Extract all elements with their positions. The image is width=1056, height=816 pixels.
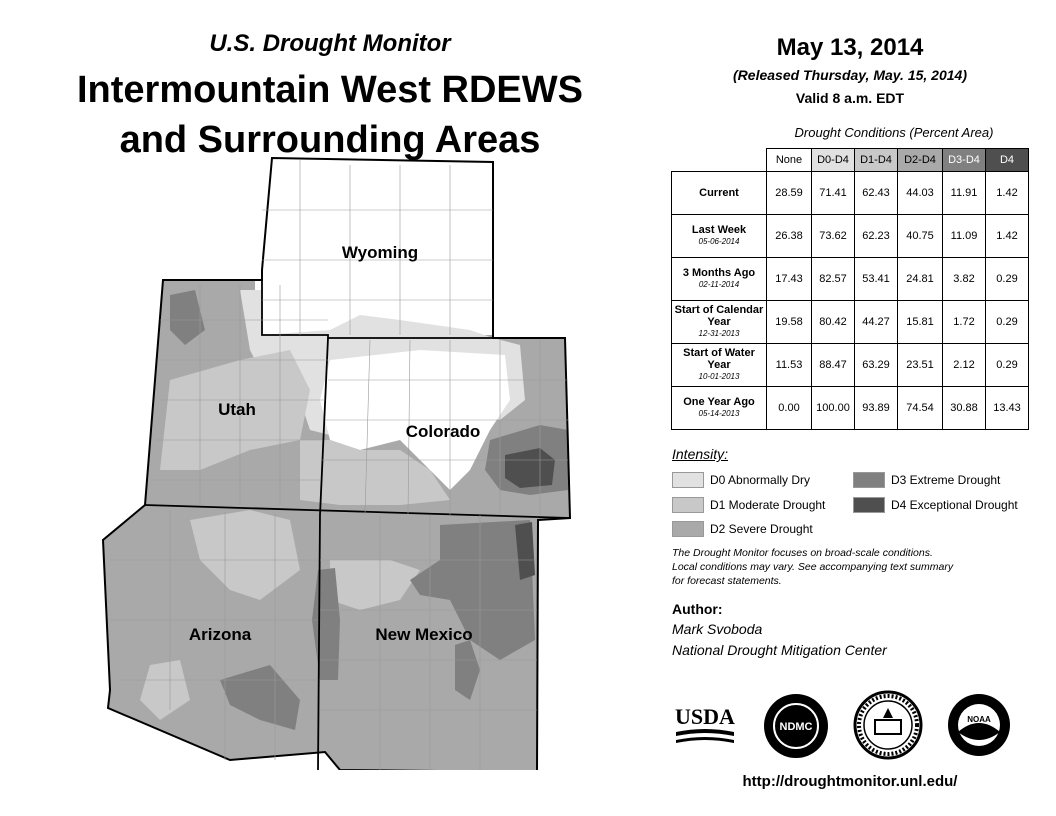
note-line: Local conditions may vary. See accompanying text summary	[672, 561, 954, 573]
legend-swatch	[672, 497, 704, 513]
table-cell: 0.29	[986, 301, 1029, 344]
table-cell: 93.89	[855, 387, 898, 430]
table-cell: 44.03	[898, 172, 943, 215]
table-row	[672, 258, 1029, 301]
table-cell: 74.54	[898, 387, 943, 430]
author-organization: National Drought Mitigation Center	[672, 642, 887, 658]
table-row	[672, 172, 1029, 215]
map-supertitle: U.S. Drought Monitor	[209, 30, 451, 57]
table-cell: 1.42	[986, 172, 1029, 215]
d4-area-se-colorado	[505, 448, 555, 488]
row-sublabel: 05-14-2013	[698, 409, 740, 418]
legend-item-d1	[672, 497, 825, 513]
release-date: (Released Thursday, May. 15, 2014)	[733, 67, 967, 83]
table-cell: 2.12	[943, 344, 986, 387]
row-sublabel: 02-11-2014	[698, 280, 740, 289]
valid-time: Valid 8 a.m. EDT	[795, 90, 905, 106]
map-title-line1: Intermountain West RDEWS	[77, 69, 583, 111]
header-none: None	[767, 149, 812, 172]
row-sublabel: 12-31-2013	[698, 329, 740, 338]
disclaimer-note	[672, 546, 1028, 588]
table-cell: 24.81	[898, 258, 943, 301]
legend-label: D0 Abnormally Dry	[710, 473, 811, 487]
row-label: 3 Months Ago 02-11-2014	[672, 258, 767, 301]
table-cell: 88.47	[812, 344, 855, 387]
drought-conditions-table	[671, 148, 1029, 430]
row-label: Start of Water Year 10-01-2013	[672, 344, 767, 387]
table-cell: 63.29	[855, 344, 898, 387]
table-cell: 0.00	[767, 387, 812, 430]
table-cell: 40.75	[898, 215, 943, 258]
usda-logo-text: USDA	[675, 704, 735, 729]
table-cell: 13.43	[986, 387, 1029, 430]
legend-label: D3 Extreme Drought	[891, 473, 1001, 487]
map-title-line2: and Surrounding Areas	[119, 119, 541, 161]
note-line: for forecast statements.	[672, 575, 782, 587]
table-cell: 3.82	[943, 258, 986, 301]
label-new-mexico: New Mexico	[375, 625, 473, 644]
row-sublabel: 05-06-2014	[698, 237, 740, 246]
table-cell: 62.43	[855, 172, 898, 215]
commerce-seal-logo	[853, 690, 923, 760]
table-caption: Drought Conditions (Percent Area)	[794, 125, 994, 140]
table-cell: 23.51	[898, 344, 943, 387]
table-header-row	[672, 149, 1029, 172]
legend-title: Intensity:	[672, 446, 729, 462]
table-cell: 28.59	[767, 172, 812, 215]
legend-swatch	[672, 472, 704, 488]
header-d1-d4: D1-D4	[855, 149, 898, 172]
table-cell: 44.27	[855, 301, 898, 344]
header-d3-d4: D3-D4	[943, 149, 986, 172]
ndmc-logo-text: NDMC	[779, 721, 813, 733]
table-cell: 19.58	[767, 301, 812, 344]
table-cell: 1.42	[986, 215, 1029, 258]
legend-label: D2 Severe Drought	[710, 522, 813, 536]
legend-label: D1 Moderate Drought	[710, 498, 826, 512]
table-row	[672, 215, 1029, 258]
legend-item-d2	[672, 521, 813, 537]
row-label: Last Week 05-06-2014	[672, 215, 767, 258]
table-cell: 71.41	[812, 172, 855, 215]
legend-swatch	[672, 521, 704, 537]
table-cell: 100.00	[812, 387, 855, 430]
table-row	[672, 344, 1029, 387]
table-cell: 30.88	[943, 387, 986, 430]
header-d4: D4	[986, 149, 1029, 172]
noaa-logo-text: NOAA	[967, 715, 991, 724]
table-cell: 11.09	[943, 215, 986, 258]
row-label: One Year Ago 05-14-2013	[672, 387, 767, 430]
legend-item-d3	[853, 472, 1000, 488]
table-cell: 11.53	[767, 344, 812, 387]
table-cell: 62.23	[855, 215, 898, 258]
noaa-logo	[946, 692, 1012, 758]
map-date: May 13, 2014	[776, 34, 924, 61]
usda-logo	[672, 700, 738, 750]
label-wyoming: Wyoming	[341, 243, 419, 262]
label-colorado: Colorado	[405, 422, 481, 441]
row-label: Start of Calendar Year 12-31-2013	[672, 301, 767, 344]
table-cell: 17.43	[767, 258, 812, 301]
row-sublabel: 10-01-2013	[698, 372, 740, 381]
legend-swatch	[853, 497, 885, 513]
ndmc-logo	[762, 692, 830, 760]
legend-item-d0	[672, 472, 810, 488]
table-cell: 11.91	[943, 172, 986, 215]
note-line: The Drought Monitor focuses on broad-scale conditions.	[672, 547, 933, 559]
legend-swatch	[853, 472, 885, 488]
author-label: Author:	[672, 601, 723, 617]
table-cell: 80.42	[812, 301, 855, 344]
table-header-blank	[672, 149, 767, 172]
table-cell: 26.38	[767, 215, 812, 258]
table-cell: 82.57	[812, 258, 855, 301]
table-cell: 73.62	[812, 215, 855, 258]
label-arizona: Arizona	[188, 625, 252, 644]
author-name: Mark Svoboda	[672, 621, 763, 637]
drought-map	[0, 150, 660, 770]
table-row	[672, 301, 1029, 344]
table-cell: 1.72	[943, 301, 986, 344]
website-link[interactable]: http://droughtmonitor.unl.edu/	[742, 773, 958, 790]
table-cell: 0.29	[986, 258, 1029, 301]
header-d0-d4: D0-D4	[812, 149, 855, 172]
header-d2-d4: D2-D4	[898, 149, 943, 172]
table-row	[672, 387, 1029, 430]
row-label: Current	[672, 172, 767, 215]
table-cell: 15.81	[898, 301, 943, 344]
legend-item-d4	[853, 497, 1018, 513]
table-cell: 53.41	[855, 258, 898, 301]
label-utah: Utah	[218, 400, 256, 419]
legend-label: D4 Exceptional Drought	[891, 498, 1018, 512]
table-cell: 0.29	[986, 344, 1029, 387]
